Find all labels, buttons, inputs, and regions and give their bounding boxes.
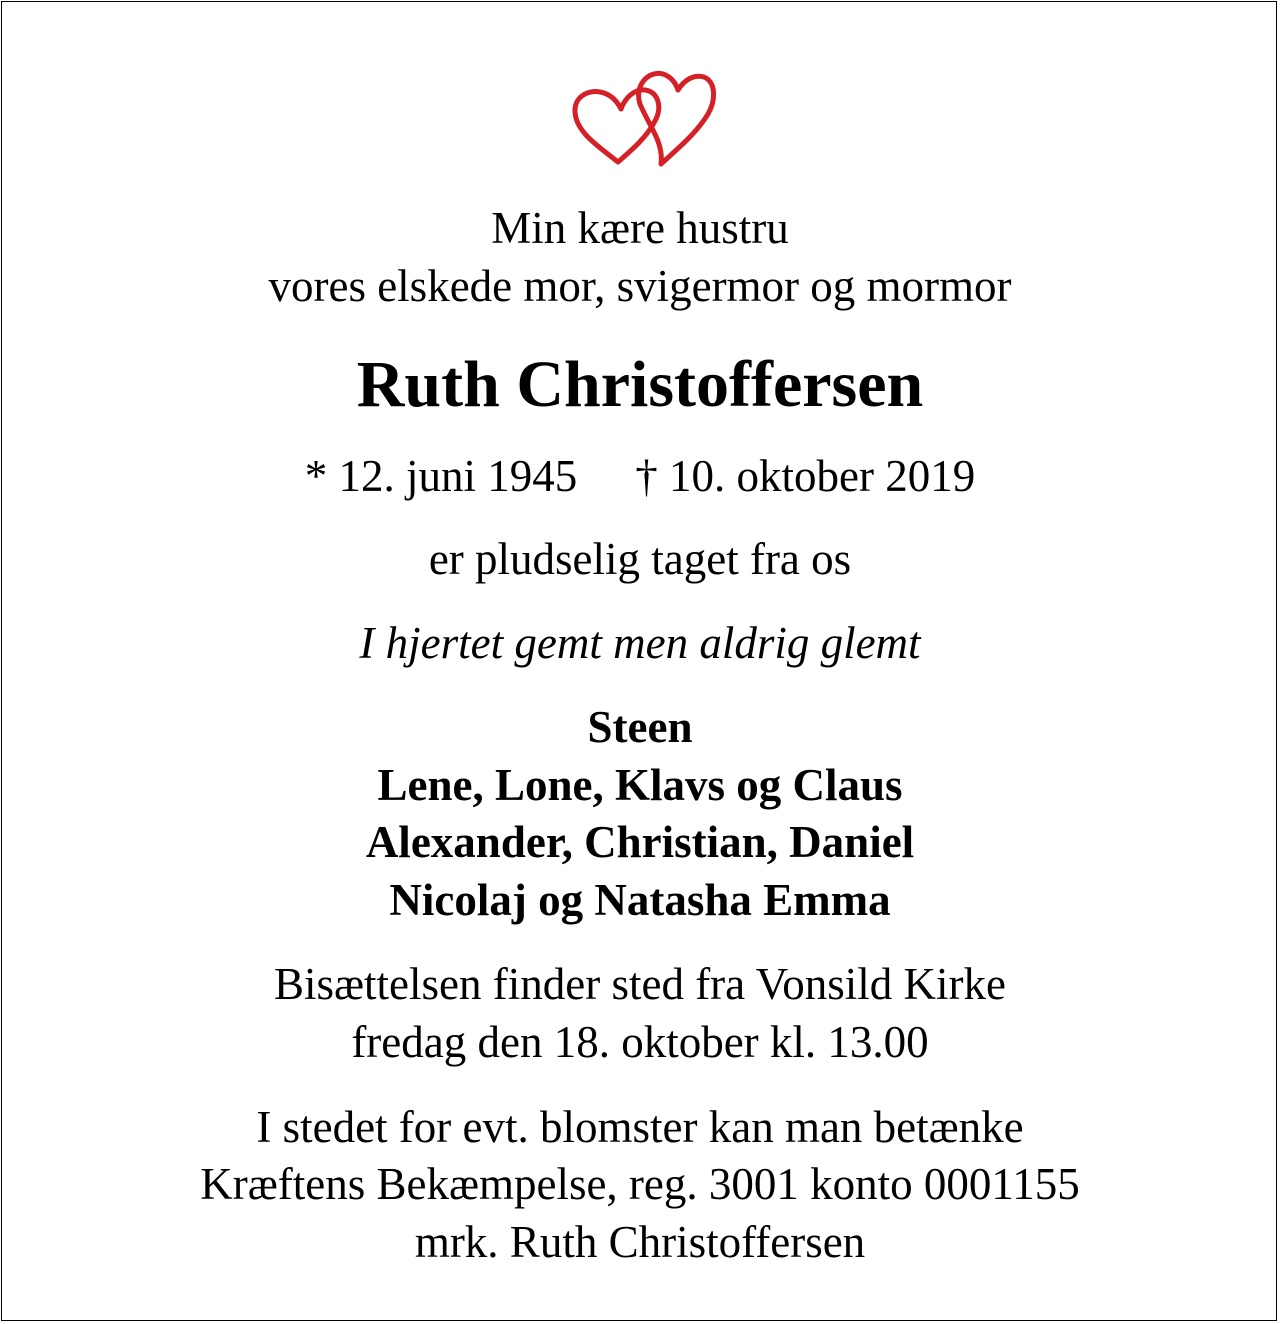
intro-line-2: vores elskede mor, svigermor og mormor <box>268 261 1012 311</box>
life-dates <box>2 447 1278 505</box>
mourner-line-2: Lene, Lone, Klavs og Claus <box>377 760 903 810</box>
death-date: † 10. oktober 2019 <box>635 451 976 501</box>
motto: I hjertet gemt men aldrig glemt <box>359 618 921 668</box>
birth-date: * 12. juni 1945 <box>304 451 578 501</box>
intro-line-1: Min kære hustru <box>491 203 789 253</box>
donation-line-2: Kræftens Bekæmpelse, reg. 3001 konto 0001155 <box>200 1159 1080 1209</box>
mourner-line-4: Nicolaj og Natasha Emma <box>389 875 891 925</box>
funeral-line-2: fredag den 18. oktober kl. 13.00 <box>351 1017 929 1067</box>
funeral-line-1: Bisættelsen finder sted fra Vonsild Kirke <box>274 959 1006 1009</box>
deceased-name: Ruth Christoffersen <box>356 348 924 421</box>
obituary-notice <box>1 1 1277 1321</box>
donation-line-3: mrk. Ruth Christoffersen <box>414 1217 866 1267</box>
mourner-line-1: Steen <box>587 702 693 752</box>
passing-text: er pludselig taget fra os <box>428 534 852 584</box>
mourner-line-3: Alexander, Christian, Daniel <box>365 817 915 867</box>
intertwined-hearts-icon <box>568 62 718 170</box>
donation-line-1: I stedet for evt. blomster kan man betænke <box>256 1102 1024 1152</box>
